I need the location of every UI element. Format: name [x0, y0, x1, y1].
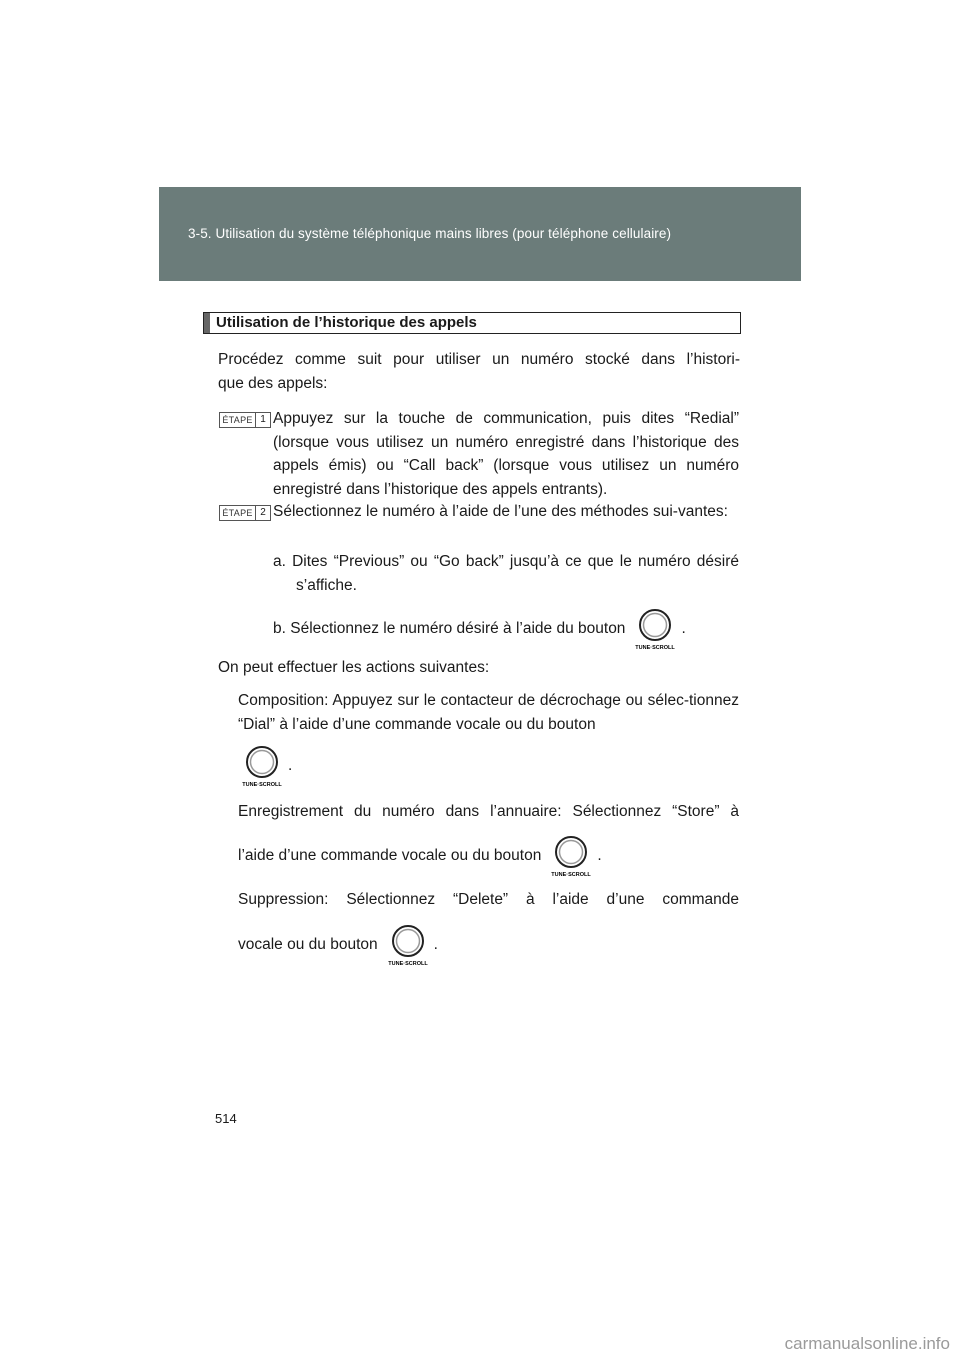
step-2-text: Sélectionnez le numéro à l’aide de l’une des méthodes sui-vantes: — [273, 503, 728, 520]
action-delete-line-2: vocale ou du bouton — [238, 936, 378, 953]
page-number: 514 — [215, 1111, 237, 1126]
actions-intro: On peut effectuer les actions suivantes: — [218, 659, 490, 676]
svg-text:TUNE·SCROLL: TUNE·SCROLL — [387, 961, 428, 967]
step-1-text: Appuyez sur la touche de communication, puis dites “Redial” (lorsque vous utilisez un numéro enregistré dans l’historique des appels émis) ou “Call back” (lorsque vous utilisez un numéro enregistré dans l’historique des appels entrants). — [273, 410, 739, 498]
watermark-link[interactable]: carmanualsonline.info — [784, 1334, 950, 1353]
step-2-label: ÉTAPE — [220, 506, 256, 520]
section-title: Utilisation de l’historique des appels — [216, 314, 477, 331]
step-1-badge — [219, 412, 271, 428]
store-period: . — [597, 847, 602, 864]
action-composition-text: Composition: Appuyez sur le contacteur de décrochage ou sélec-tionnez “Dial” à l’aide d’une commande vocale ou du bouton — [238, 692, 739, 733]
tune-scroll-knob-icon — [633, 607, 677, 651]
svg-text:TUNE·SCROLL: TUNE·SCROLL — [551, 872, 592, 878]
section-heading-box — [203, 312, 741, 334]
composition-period: . — [288, 757, 293, 774]
tune-scroll-knob-icon — [240, 744, 284, 788]
tune-scroll-knob-icon — [386, 923, 430, 967]
tune-scroll-knob-icon — [549, 834, 593, 878]
step-2-badge — [219, 505, 271, 521]
knob-label: TUNE·SCROLL — [635, 645, 676, 651]
option-a-text — [273, 550, 739, 597]
action-delete-line-1: Suppression: Sélectionnez “Delete” à l’aide d’une commande — [238, 891, 739, 908]
composition-knob-row — [240, 744, 292, 788]
intro-line-1: Procédez comme suit pour utiliser un numéro stocké dans l’histori- — [218, 351, 740, 368]
option-b-row — [273, 607, 686, 651]
option-b-text: b. Sélectionnez le numéro désiré à l’aide du bouton — [273, 620, 626, 637]
action-store-line-2: l’aide d’une commande vocale ou du bouton — [238, 847, 542, 864]
action-store-line-1: Enregistrement du numéro dans l’annuaire: Sélectionnez “Store” à — [238, 803, 739, 820]
option-b-period: . — [681, 620, 686, 637]
step-2-number: 2 — [260, 507, 266, 518]
intro-line-2: que des appels: — [218, 375, 328, 392]
step-1-label: ÉTAPE — [220, 413, 256, 427]
option-a: a. Dites “Previous” ou “Go back” jusqu’à ce que le numéro désiré s’affiche. — [273, 553, 739, 594]
step-1-number: 1 — [260, 414, 266, 425]
store-knob-row — [238, 834, 602, 878]
section-heading-bar — [204, 313, 210, 333]
svg-text:TUNE·SCROLL: TUNE·SCROLL — [242, 782, 282, 788]
delete-knob-row — [238, 923, 438, 967]
delete-period: . — [433, 936, 438, 953]
chapter-title: 3-5. Utilisation du système téléphonique mains libres (pour téléphone cellulaire) — [188, 226, 672, 241]
chapter-header-band — [159, 187, 801, 281]
